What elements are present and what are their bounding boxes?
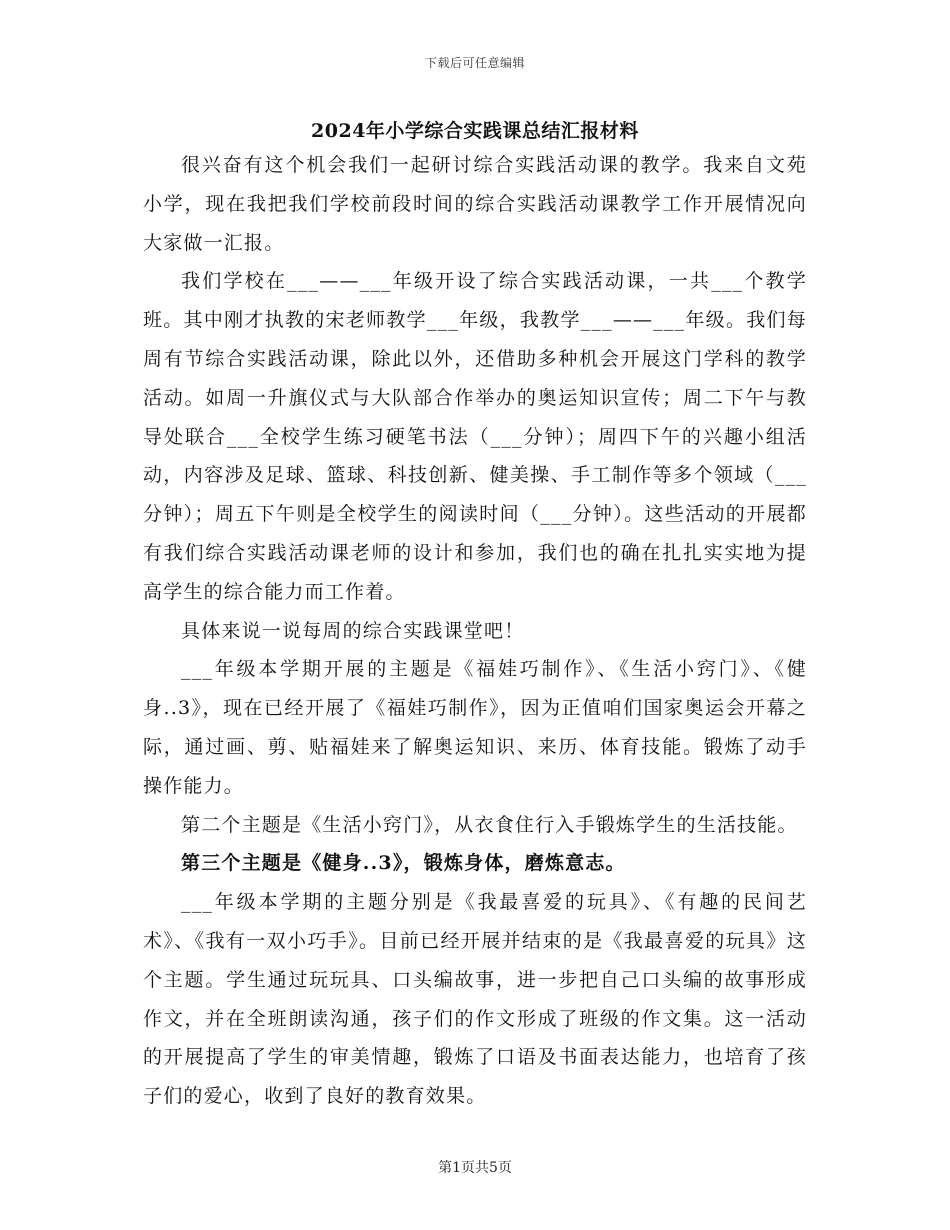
paragraph-schedule: 我们学校在___——___年级开设了综合实践活动课，一共___个教学班。其中刚才执教的宋老师教学___年级，我教学___——___年级。我们每周有节综合实践活动课，除此以外，还借助多种机会开展这门学科的教学活动。如周一升旗仪式与大队部合作举办的奥运知识宣传；周二下午与教导处联合___全校学生练习硬笔书法（___分钟）；周四下午的兴趣小组活动，内容涉及足球、篮球、科技创新、健美操、手工制作等多个领域（___分钟）；周五下午则是全校学生的阅读时间（___分钟）。这些活动的开展都有我们综合实践活动课老师的设计和参加，我们也的确在扎扎实实地为提高学生的综合能力而工作着。 <box>143 270 807 603</box>
paragraph-second-theme: 第二个主题是《生活小窍门》，从衣食住行入手锻炼学生的生活技能。 <box>181 813 798 836</box>
header-note: 下载后可任意编辑 <box>424 56 525 70</box>
paragraph-third-theme: 第三个主题是《健身..3》，锻炼身体，磨炼意志。 <box>181 852 626 875</box>
paragraph-weekly-lead: 具体来说一说每周的综合实践课堂吧！ <box>181 619 525 642</box>
paragraph-intro: 很兴奋有这个机会我们一起研讨综合实践活动课的教学。我来自文苑小学，现在我把我们学校前段时间的综合实践活动课教学工作开展情况向大家做一汇报。 <box>143 154 807 254</box>
document-title: 2024年小学综合实践课总结汇报材料 <box>311 120 639 142</box>
document-body <box>143 146 807 1116</box>
paragraph-grade-topics: ___年级本学期的主题分别是《我最喜爱的玩具》、《有趣的民间艺术》、《我有一双小巧手》。目前已经开展并结束的是《我最喜爱的玩具》这个主题。学生通过玩玩具、口头编故事，进一步把自己口头编的故事形成作文，并在全班朗读沟通，孩子们的作文形成了班级的作文集。这一活动的开展提高了学生的审美情趣，锻炼了口语及书面表达能力，也培育了孩子们的爱心，收到了良好的教育效果。 <box>143 891 807 1108</box>
page-number: 第1页共5页 <box>438 1160 512 1176</box>
paragraph-grade-themes: ___年级本学期开展的主题是《福娃巧制作》、《生活小窍门》、《健身..3》，现在已经开展了《福娃巧制作》，因为正值咱们国家奥运会开幕之际，通过画、剪、贴福娃来了解奥运知识、来历、体育技能。锻炼了动手操作能力。 <box>143 658 807 797</box>
